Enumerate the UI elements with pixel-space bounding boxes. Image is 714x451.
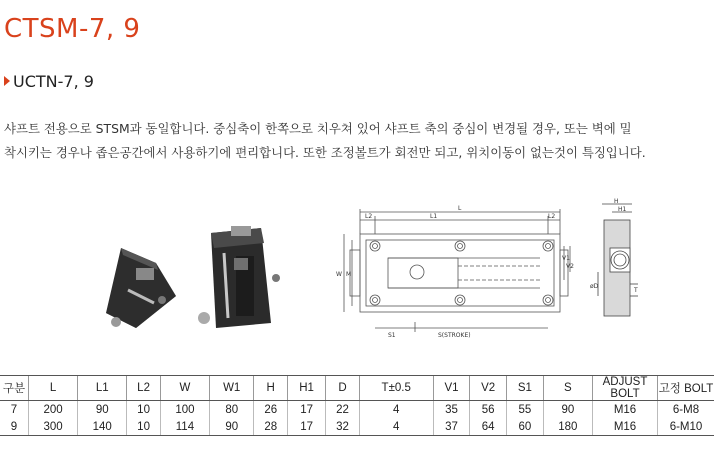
- table-cell: 200: [29, 401, 78, 419]
- table-cell: 55: [507, 401, 544, 419]
- dim-label-L2-left: L2: [365, 213, 373, 220]
- table-cell: 180: [543, 418, 592, 436]
- table-cell: 10: [127, 401, 161, 419]
- table-cell: 56: [470, 401, 507, 419]
- large-unit-image: [198, 226, 280, 328]
- dim-label-S: S(STROKE): [438, 332, 471, 339]
- table-cell: 64: [470, 418, 507, 436]
- product-description: [4, 117, 712, 165]
- dim-label-L1: L1: [430, 213, 438, 220]
- col-header: T±0.5: [359, 376, 433, 401]
- col-header: L: [29, 376, 78, 401]
- col-header: W: [160, 376, 209, 401]
- table-cell: 35: [433, 401, 470, 419]
- small-unit-image: [106, 248, 176, 328]
- table-cell: 26: [254, 401, 288, 419]
- description-line-1: 샤프트 전용으로 STSM과 동일합니다. 중심축이 한쪽으로 치우쳐 있어 샤프트 축의 중심이 변경될 경우, 또는 벽에 밀: [4, 121, 632, 136]
- dim-label-V1: V1: [562, 255, 570, 262]
- table-cell: 100: [160, 401, 209, 419]
- dim-label-T: T: [634, 287, 638, 294]
- dim-label-D: øD: [590, 283, 599, 290]
- dim-label-L: L: [458, 205, 462, 212]
- col-header: 구분: [0, 376, 29, 401]
- table-cell: 17: [288, 401, 326, 419]
- top-view-drawing: [330, 204, 574, 340]
- section-heading-text: UCTN-7, 9: [13, 72, 94, 91]
- col-header: V1: [433, 376, 470, 401]
- dim-label-W: W: [336, 271, 342, 278]
- table-header-row: [0, 376, 714, 401]
- col-header: H1: [288, 376, 326, 401]
- table-cell: 300: [29, 418, 78, 436]
- mounting-holes: [370, 241, 553, 305]
- side-view-drawing: [590, 200, 640, 320]
- table-cell: 90: [543, 401, 592, 419]
- table-row: [0, 418, 714, 436]
- table-cell: 90: [78, 401, 127, 419]
- table-row: [0, 401, 714, 419]
- table-cell: 32: [326, 418, 360, 436]
- dim-label-H1: H1: [618, 206, 627, 213]
- table-cell: 28: [254, 418, 288, 436]
- table-cell: 4: [359, 401, 433, 419]
- table-cell: 80: [210, 401, 254, 419]
- table-cell: 6-M8: [658, 401, 714, 419]
- section-heading: [4, 72, 94, 91]
- dim-label-S1: S1: [388, 332, 396, 339]
- page-title: CTSM-7, 9: [4, 14, 141, 44]
- product-photo: [96, 218, 296, 338]
- table-cell: M16: [593, 418, 658, 436]
- table-cell: 17: [288, 418, 326, 436]
- col-header: S: [543, 376, 592, 401]
- table-cell: 6-M10: [658, 418, 714, 436]
- table-cell: 4: [359, 418, 433, 436]
- col-header: W1: [210, 376, 254, 401]
- frame-outline: [360, 234, 560, 312]
- col-header: V2: [470, 376, 507, 401]
- table-cell: 9: [0, 418, 29, 436]
- table-cell: 37: [433, 418, 470, 436]
- col-header: S1: [507, 376, 544, 401]
- triangle-bullet-icon: [4, 76, 10, 86]
- dim-label-H: H: [614, 198, 619, 205]
- table-cell: 140: [78, 418, 127, 436]
- table-cell: 90: [210, 418, 254, 436]
- spec-table: [0, 375, 714, 436]
- dim-label-L2-right: L2: [548, 213, 556, 220]
- col-header: D: [326, 376, 360, 401]
- col-header: L1: [78, 376, 127, 401]
- description-line-2: 착시키는 경우나 좁은공간에서 사용하기에 편리합니다. 또한 조정볼트가 회전만 되고, 위치이동이 없는것이 특징입니다.: [4, 145, 646, 160]
- col-header: L2: [127, 376, 161, 401]
- col-header: H: [254, 376, 288, 401]
- table-cell: M16: [593, 401, 658, 419]
- table-cell: 7: [10, 403, 18, 416]
- col-header: 고정 BOLT: [658, 376, 714, 401]
- table-cell: 22: [326, 401, 360, 419]
- table-cell: 60: [507, 418, 544, 436]
- table-cell: 10: [127, 418, 161, 436]
- dim-label-M: M: [346, 271, 352, 278]
- dim-label-V2: V2: [566, 263, 574, 270]
- col-header: ADJUST BOLT: [593, 376, 658, 401]
- table-cell: 114: [160, 418, 209, 436]
